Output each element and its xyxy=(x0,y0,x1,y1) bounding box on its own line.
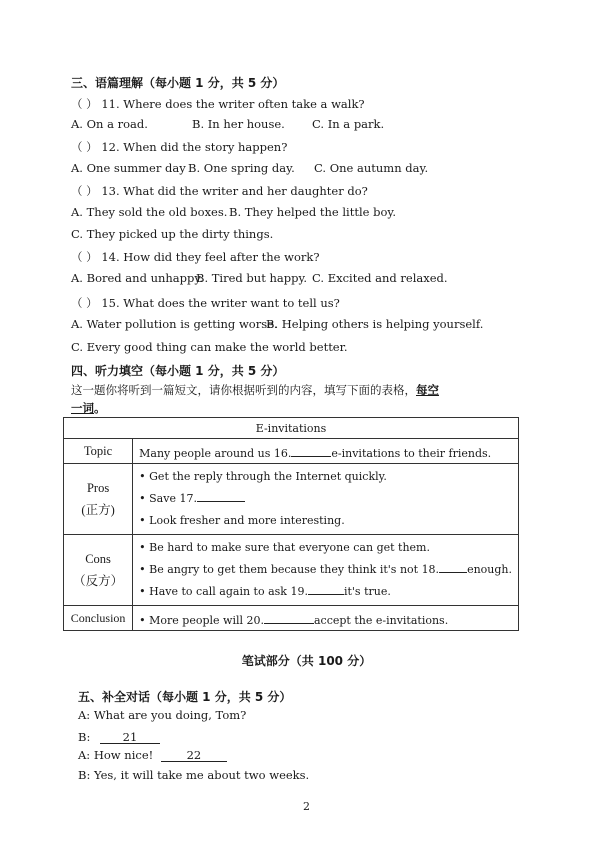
dialogue-line-3: A: How nice! 22 xyxy=(78,748,227,762)
dialogue-line-2: B: 21 xyxy=(78,730,160,744)
q12-stem: （ ） 12. When did the story happen? xyxy=(71,140,288,154)
table-header: E-invitations xyxy=(64,418,519,439)
section4-instruction-cont: 一词。 xyxy=(71,401,106,415)
cons-cell: • Be hard to make sure that everyone can get them. • Be angry to get them because they think it's not 18. enough. • Have to call again to ask 19. it's true. xyxy=(133,535,519,606)
q13-option-b[interactable]: B. They helped the little boy. xyxy=(229,205,397,219)
q11-option-a[interactable]: A. On a road. xyxy=(71,117,148,131)
pros-label: Pros (正方) xyxy=(64,464,133,535)
q13-option-c[interactable]: C. They picked up the dirty things. xyxy=(71,227,274,241)
answer-bracket[interactable]: （ ） xyxy=(71,97,98,111)
q12-option-a[interactable]: A. One summer day xyxy=(71,161,186,175)
page-number: 2 xyxy=(303,800,310,813)
q12-option-c[interactable]: C. One autumn day. xyxy=(314,161,429,175)
written-part-title: 笔试部分（共 100 分） xyxy=(241,654,372,668)
answer-bracket[interactable]: （ ） xyxy=(71,296,98,310)
q15-option-b[interactable]: B. Helping others is helping yourself. xyxy=(266,317,484,331)
answer-bracket[interactable]: （ ） xyxy=(71,250,98,264)
q12-option-b[interactable]: B. One spring day. xyxy=(188,161,295,175)
answer-bracket[interactable]: （ ） xyxy=(71,140,98,154)
section5-title: 五、补全对话（每小题 1 分，共 5 分） xyxy=(78,690,292,704)
q14-option-b[interactable]: B. Tired but happy. xyxy=(196,271,308,285)
blank-21[interactable]: 21 xyxy=(100,730,160,744)
q14-option-a[interactable]: A. Bored and unhappy. xyxy=(71,271,204,285)
q13-option-a[interactable]: A. They sold the old boxes. xyxy=(71,205,228,219)
section4-title: 四、听力填空（每小题 1 分，共 5 分） xyxy=(71,364,285,378)
q11-stem: （ ） 11. Where does the writer often take a walk? xyxy=(71,97,365,111)
q15-stem: （ ） 15. What does the writer want to tell us? xyxy=(71,296,340,310)
q11-option-b[interactable]: B. In her house. xyxy=(192,117,285,131)
dialogue-line-1: A: What are you doing, Tom? xyxy=(78,708,247,722)
q11-option-c[interactable]: C. In a park. xyxy=(312,117,385,131)
e-invitations-table xyxy=(63,417,519,631)
blank-19[interactable] xyxy=(308,581,344,595)
conclusion-cell: • More people will 20. accept the e-invitations. xyxy=(133,606,519,631)
q15-option-a[interactable]: A. Water pollution is getting worse. xyxy=(71,317,278,331)
q13-stem: （ ） 13. What did the writer and her daughter do? xyxy=(71,184,368,198)
section3-title: 三、语篇理解（每小题 1 分，共 5 分） xyxy=(71,76,285,90)
blank-17[interactable] xyxy=(197,488,245,502)
blank-20[interactable] xyxy=(264,610,314,624)
blank-16[interactable] xyxy=(291,443,331,457)
dialogue-line-4: B: Yes, it will take me about two weeks. xyxy=(78,768,310,782)
q15-option-c[interactable]: C. Every good thing can make the world better. xyxy=(71,340,348,354)
cons-label: Cons （反方） xyxy=(64,535,133,606)
answer-bracket[interactable]: （ ） xyxy=(71,184,98,198)
blank-18[interactable] xyxy=(439,559,467,573)
topic-label: Topic xyxy=(64,439,133,464)
q14-stem: （ ） 14. How did they feel after the work? xyxy=(71,250,320,264)
blank-22[interactable]: 22 xyxy=(161,748,227,762)
q14-option-c[interactable]: C. Excited and relaxed. xyxy=(312,271,448,285)
section4-instruction: 这一题你将听到一篇短文，请你根据听到的内容，填写下面的表格，每空 xyxy=(71,383,439,397)
topic-cell: Many people around us 16. e-invitations to their friends. xyxy=(133,439,519,464)
pros-cell: • Get the reply through the Internet quickly. • Save 17. • Look fresher and more interesting. xyxy=(133,464,519,535)
conclusion-label: Conclusion xyxy=(64,606,133,631)
